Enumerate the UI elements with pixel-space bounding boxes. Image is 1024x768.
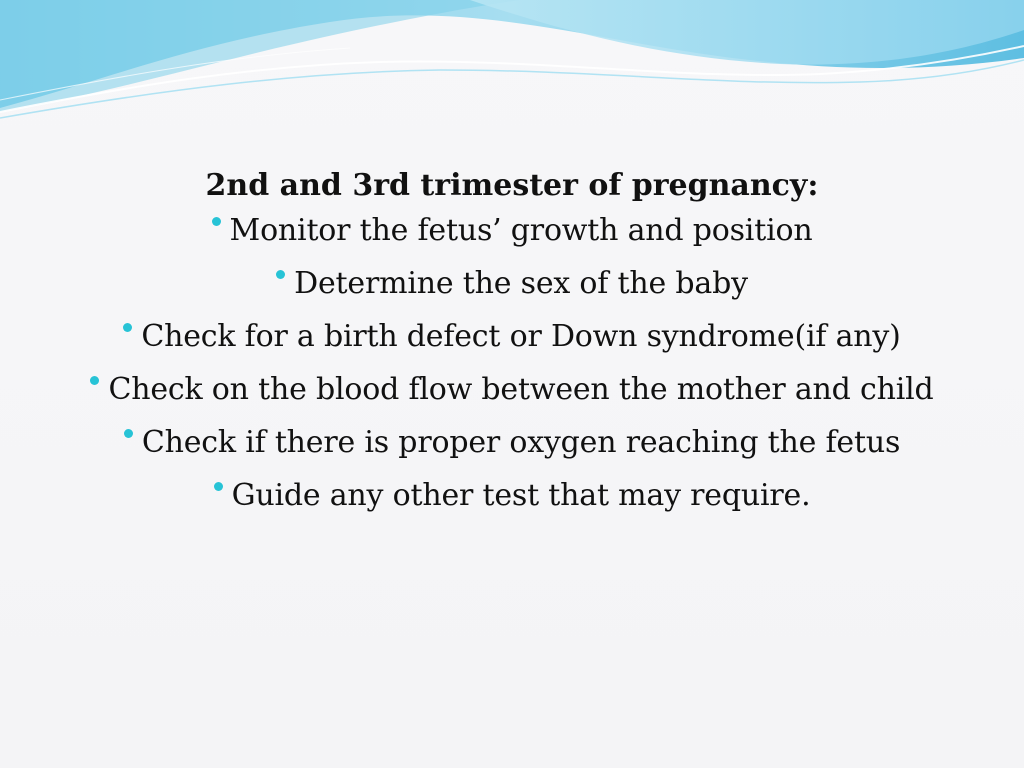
bullet-dot-icon — [123, 323, 132, 332]
bullet-text: Monitor the fetus’ growth and position — [229, 213, 813, 248]
bullet-text: Check for a birth defect or Down syndrome(if any) — [141, 319, 901, 354]
bullet-item — [60, 321, 964, 353]
bullet-list — [60, 215, 964, 512]
bullet-text: Check on the blood flow between the mother and child — [108, 372, 934, 407]
bullet-text: Determine the sex of the baby — [294, 266, 748, 301]
bullet-item — [60, 268, 964, 300]
bullet-dot-icon — [214, 482, 223, 491]
bullet-item — [60, 427, 964, 459]
bullet-text: Guide any other test that may require. — [231, 478, 811, 513]
header-wave-decoration — [0, 0, 1024, 130]
bullet-item — [60, 374, 964, 406]
bullet-text: Check if there is proper oxygen reaching the fetus — [141, 425, 901, 460]
slide-heading: 2nd and 3rd trimester of pregnancy: — [205, 168, 819, 203]
bullet-dot-icon — [212, 217, 221, 226]
slide-content — [60, 162, 964, 533]
bullet-dot-icon — [276, 270, 285, 279]
bullet-dot-icon — [124, 429, 133, 438]
bullet-item — [60, 480, 964, 512]
bullet-item — [60, 215, 964, 247]
bullet-dot-icon — [90, 376, 99, 385]
